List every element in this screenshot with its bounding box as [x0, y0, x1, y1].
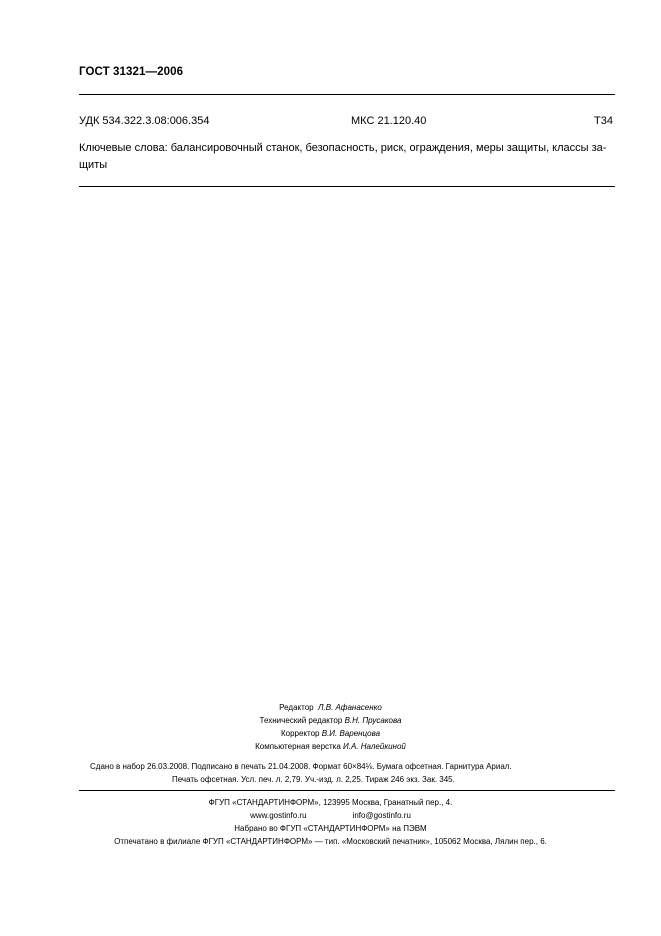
- credit-editor: [0, 701, 661, 714]
- credit-role: Редактор: [279, 703, 314, 712]
- publisher-contacts: [0, 809, 661, 822]
- keywords-line-1: Ключевые слова: балансировочный станок, безопасность, риск, ограждения, меры защиты, классы за-: [79, 142, 607, 154]
- publisher-website: www.gostinfo.ru: [250, 811, 307, 820]
- credit-role: Технический редактор: [259, 716, 343, 725]
- publisher-address: ФГУП «СТАНДАРТИНФОРМ», 123995 Москва, Гранатный пер., 4.: [208, 798, 453, 807]
- credit-proofreader: [0, 727, 661, 740]
- editorial-credits: [0, 701, 661, 753]
- mks-code: МКС 21.120.40: [351, 115, 427, 127]
- keywords-divider: [79, 186, 615, 187]
- credit-technical-editor: [0, 714, 661, 727]
- imprint-line-2: Печать офсетная. Усл. печ. л. 2,79. Уч.-изд. л. 2,25. Тираж 246 экз. Зак. 345.: [172, 775, 455, 784]
- typeset-note: Набрано во ФГУП «СТАНДАРТИНФОРМ» на ПЭВМ: [234, 824, 427, 833]
- credit-name: Л.В. Афанасенко: [318, 703, 382, 712]
- credit-role: Корректор: [280, 729, 320, 738]
- top-divider: [79, 94, 615, 95]
- keywords-line-2: щиты: [79, 159, 108, 171]
- imprint-divider: [79, 790, 615, 791]
- publisher-email: info@gostinfo.ru: [352, 811, 411, 820]
- standard-number-header: ГОСТ 31321—2006: [79, 66, 184, 78]
- udc-code: УДК 534.322.3.08:006.354: [79, 115, 210, 127]
- printing-note: Отпечатано в филиале ФГУП «СТАНДАРТИНФОРМ» — тип. «Московский печатник», 105062 Москва, Лялин пер., 6.: [114, 837, 547, 846]
- credit-name: В.И. Варенцова: [321, 729, 381, 738]
- credit-name: И.А. Налейкиной: [343, 742, 406, 751]
- imprint-line-1: Сдано в набор 26.03.2008. Подписано в печать 21.04.2008. Формат 60×84⅛. Бумага офсетная. Гарнитура Ариал.: [90, 762, 512, 771]
- credit-layout: [0, 740, 661, 753]
- credit-name: В.Н. Прусакова: [344, 716, 402, 725]
- group-code: Т34: [594, 115, 613, 127]
- credit-role: Компьютерная верстка: [255, 742, 341, 751]
- publisher-info: [0, 796, 661, 848]
